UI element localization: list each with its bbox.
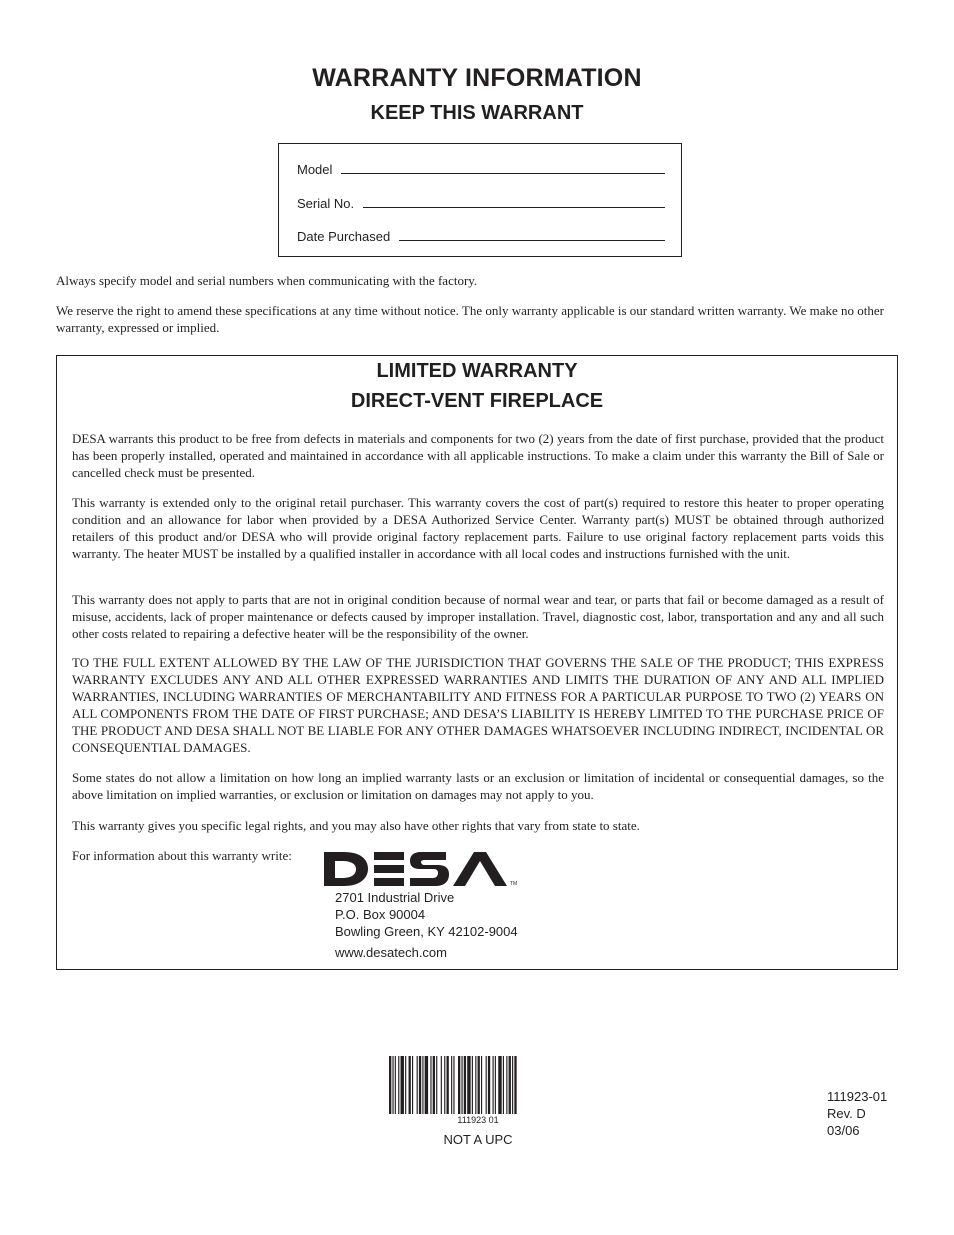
barcode xyxy=(389,1056,567,1114)
revision-date: 03/06 xyxy=(827,1123,860,1138)
barcode-bar xyxy=(478,1056,480,1114)
date-row xyxy=(297,228,665,244)
barcode-bar xyxy=(392,1056,393,1114)
warranty-paragraph: Some states do not allow a limitation on how long an implied warranty lasts or an exclusion or limitation of incidental or consequential damages, so the above limitation on implied warranties, or exclusion or limitation on damages may not apply to you. xyxy=(72,770,884,802)
address-po-box: P.O. Box 90004 xyxy=(335,907,426,922)
page-subtitle: KEEP THIS WARRANT xyxy=(370,102,584,124)
barcode-bar xyxy=(422,1056,423,1114)
warranty-paragraph: DESA warrants this product to be free from defects in materials and components for two (2) years from the date of first purchase, provided that the product has been properly installed, operated and maintained in accordance with all applicable instructions. To make a claim under this warranty the Bill of Sale or cancelled check must be presented. xyxy=(72,431,884,480)
date-purchased-label: Date Purchased xyxy=(297,229,391,244)
barcode-bar xyxy=(475,1056,476,1114)
address-city: Bowling Green, KY 42102-9004 xyxy=(335,924,518,939)
barcode-bar xyxy=(488,1056,490,1114)
reserve-note: We reserve the right to amend these specifications at any time without notice. The only warranty applicable is our standard written warranty. We make no other warranty, expressed or implied. xyxy=(56,303,884,335)
barcode-bar xyxy=(464,1056,466,1114)
barcode-bar xyxy=(395,1056,396,1114)
barcode-caption: NOT A UPC xyxy=(443,1132,513,1147)
barcode-bar xyxy=(433,1056,435,1114)
barcode-bar xyxy=(493,1056,494,1114)
warranty-disclaimer: TO THE FULL EXTENT ALLOWED BY THE LAW OF THE JURISDICTION THAT GOVERNS THE SALE OF THE PRODUCT; THIS EXPRESS WARRANTY EXCLUDES ANY AND ALL OTHER EXPRESSED WARRANTIES AND LIMITS THE DURATION OF ANY AND ALL IMPLIED WARRANTIES, INCLUDING WARRANTIES OF MERCHANTABILITY AND FITNESS FOR A PARTICULAR PURPOSE TO TWO (2) YEARS ON ALL COMPONENTS FROM THE DATE OF FIRST PURCHASE; AND DESA’S LIABILITY IS HEREBY LIMITED TO THE PURCHASE PRICE OF THE PRODUCT AND DESA SHALL NOT BE LIABLE FOR ANY OTHER DAMAGES WHATSOEVER INCLUDING INDIRECT, INCIDENTAL OR CONSEQUENTIAL DAMAGES. xyxy=(72,655,884,755)
address-street: 2701 Industrial Drive xyxy=(335,890,455,905)
barcode-bar xyxy=(419,1056,421,1114)
revision: Rev. D xyxy=(827,1106,866,1121)
barcode-bar xyxy=(514,1056,516,1114)
barcode-number: 111923 01 xyxy=(457,1115,499,1125)
barcode-bar xyxy=(389,1056,391,1114)
barcode-bar xyxy=(486,1056,487,1114)
barcode-bar xyxy=(498,1056,501,1114)
document-info xyxy=(827,1088,887,1139)
barcode-bar xyxy=(405,1056,406,1114)
barcode-bar xyxy=(444,1056,445,1114)
warranty-title: LIMITED WARRANTY xyxy=(376,360,578,382)
barcode-bar xyxy=(401,1056,404,1114)
warranty-contact-prompt: For information about this warranty write: xyxy=(72,848,292,863)
registration-box xyxy=(278,143,682,257)
company-website[interactable]: www.desatech.com xyxy=(335,945,447,960)
warranty-product-title: DIRECT-VENT FIREPLACE xyxy=(350,390,604,412)
specify-note: Always specify model and serial numbers when communicating with the factory. xyxy=(56,273,478,288)
trademark-mark: TM xyxy=(510,881,518,887)
barcode-bar xyxy=(398,1056,399,1114)
barcode-bar xyxy=(430,1056,431,1114)
barcode-bar xyxy=(441,1056,442,1114)
warranty-paragraph: This warranty gives you specific legal rights, and you may also have other rights that vary from state to state. xyxy=(72,818,640,833)
barcode-bar xyxy=(503,1056,504,1114)
serial-row xyxy=(297,195,665,211)
serial-label: Serial No. xyxy=(297,196,355,211)
barcode-bar xyxy=(495,1056,496,1114)
desa-logo xyxy=(322,848,527,890)
serial-field[interactable] xyxy=(363,195,665,208)
barcode-bar xyxy=(436,1056,437,1114)
barcode-bar xyxy=(453,1056,454,1114)
date-purchased-field[interactable] xyxy=(399,228,665,241)
page-title: WARRANTY INFORMATION xyxy=(312,64,642,92)
barcode-bar xyxy=(506,1056,507,1114)
barcode-bar xyxy=(447,1056,449,1114)
barcode-bar xyxy=(472,1056,473,1114)
barcode-bar xyxy=(467,1056,470,1114)
barcode-bar xyxy=(451,1056,452,1114)
barcode-bar xyxy=(417,1056,418,1114)
barcode-bar xyxy=(412,1056,413,1114)
part-number: 111923-01 xyxy=(827,1089,888,1104)
model-row xyxy=(297,161,665,177)
barcode-bar xyxy=(512,1056,513,1114)
limited-warranty-box xyxy=(56,355,898,970)
barcode-bar xyxy=(458,1056,460,1114)
warranty-paragraph: This warranty does not apply to parts that are not in original condition because of normal wear and tear, or parts that fail or become damaged as a result of misuse, accidents, lack of proper maintenance or defects caused by improper installation. Travel, diagnostic cost, labor, transportation and any and all such other costs related to repairing a defective heater will be the responsibility of the owner. xyxy=(72,592,884,641)
model-label: Model xyxy=(297,162,333,177)
barcode-bar xyxy=(409,1056,411,1114)
barcode-bar xyxy=(481,1056,482,1114)
barcode-bar xyxy=(509,1056,511,1114)
warranty-paragraph: This warranty is extended only to the original retail purchaser. This warranty covers the cost of part(s) required to restore this heater to proper operating condition and an allowance for labor when provided by a DESA Authorized Service Center. Warranty part(s) MUST be obtained through authorized retailers of this product and/or DESA who will provide original factory replacement parts. Failure to use original factory replacement parts voids this warranty. The heater MUST be installed by a qualified installer in accordance with all local codes and instructions furnished with the unit. xyxy=(72,495,884,561)
barcode-bar xyxy=(461,1056,462,1114)
barcode-bar xyxy=(425,1056,428,1114)
model-field[interactable] xyxy=(341,161,665,174)
